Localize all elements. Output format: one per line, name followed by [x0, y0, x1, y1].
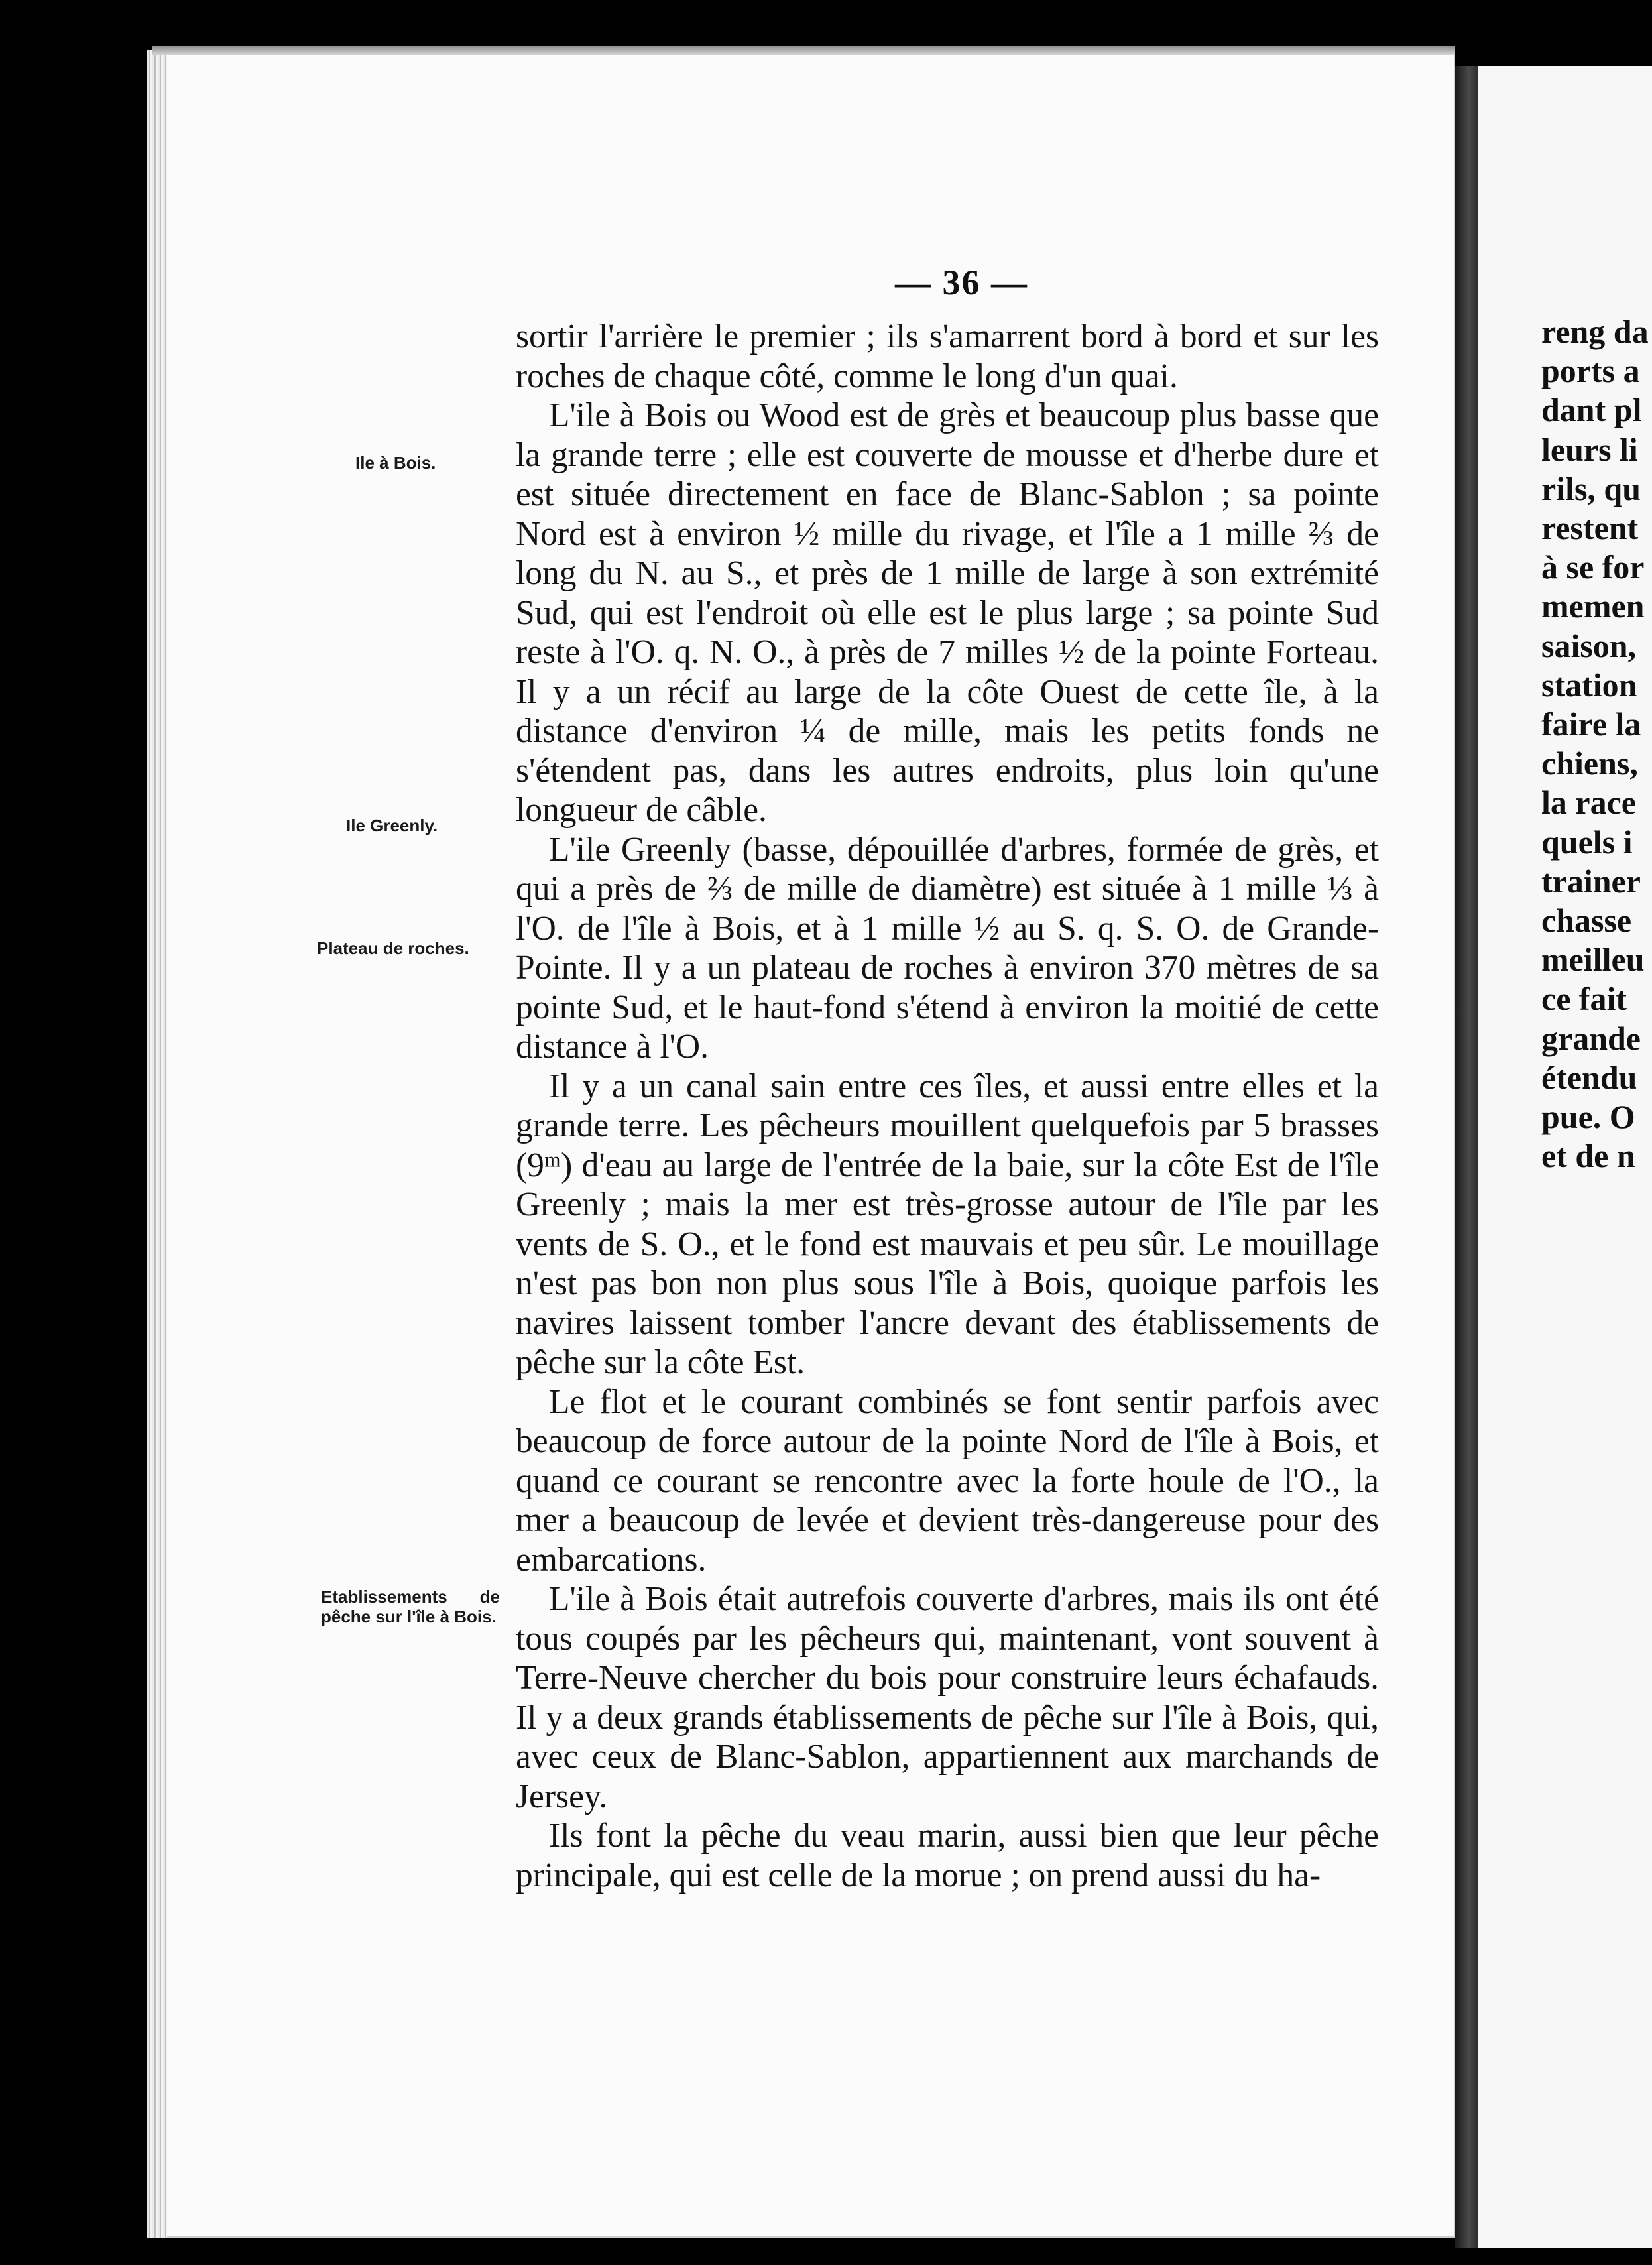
body-text: [516, 317, 1379, 1895]
paragraph: L'ile Greenly (basse, dépouillée d'arbres, formée de grès, et qui a près de ⅔ de mille de diamètre) est située à 1 mille ⅓ à l'O. de l'île à Bois, et à 1 mille ½ au S. q. S. O. de Grande-Pointe. Il y a un plateau de roches à environ 370 mètres de sa pointe Sud, et le haut-fond s'étend à environ la moitié de cette distance à l'O.: [516, 830, 1379, 1066]
marginal-note-ile-a-bois: Ile à Bois.: [355, 453, 436, 473]
paragraph: sortir l'arrière le premier ; ils s'amarrent bord à bord et sur les roches de chaque côté, comme le long d'un quai.: [516, 318, 1379, 395]
facing-page-line: quels i: [1541, 823, 1633, 861]
facing-page-line: rils, qu: [1541, 469, 1641, 507]
paragraph: L'ile à Bois était autrefois couverte d'arbres, mais ils ont été tous coupés par les pêcheurs qui, maintenant, vont souvent à Terre-Neuve chercher du bois pour construire leurs échafauds. Il y a deux grands établissements de pêche sur l'île à Bois, qui, avec ceux de Blanc-Sablon, appartiennent aux marchands de Jersey.: [516, 1580, 1379, 1815]
paragraph: L'ile à Bois ou Wood est de grès et beaucoup plus basse que la grande terre ; elle est couverte de mousse et d'herbe dure et est située directement en face de Blanc-Sablon ; sa pointe Nord est à environ ½ mille du rivage, et l'île a 1 mille ⅔ de long du N. au S., et près de 1 mille de large à son extrémité Sud, qui est l'endroit où elle est le plus large ; sa pointe Sud reste à l'O. q. N. O., à près de 7 milles ½ de la pointe Forteau. Il y a un récif au large de la côte Ouest de cette île, à la distance d'environ ¼ de mille, mais les petits fonds ne s'étendent pas, dans les autres endroits, plus loin qu'une longueur de câble.: [516, 397, 1379, 829]
paragraph: Il y a un canal sain entre ces îles, et aussi entre elles et la grande terre. Les pêcheurs mouillent quelquefois par 5 brasses (9ᵐ) d'eau au large de l'entrée de la baie, sur la côte Est de l'île Greenly ; mais la mer est très-grosse autour de l'île par les vents de S. O., et le fond est mauvais et peu sûr. Le mouillage n'est pas bon non plus sous l'île à Bois, quoique parfois les navires laissent tomber l'ancre devant des établissements de pêche sur la côte Est.: [516, 1067, 1379, 1381]
facing-page-line: meilleu: [1541, 941, 1645, 979]
marginal-note-etablissements: Etablissements de pêche sur l'île à Bois.: [321, 1587, 500, 1626]
paragraph: Ils font la pêche du veau marin, aussi bien que leur pêche principale, qui est celle de la morue ; on prend aussi du ha-: [516, 1817, 1379, 1894]
facing-page-line: à se for: [1541, 548, 1645, 586]
facing-page-line: étendu: [1541, 1058, 1637, 1096]
facing-page-line: grande: [1541, 1019, 1641, 1057]
facing-page-line: chiens,: [1541, 745, 1638, 782]
paragraph: Le flot et le courant combinés se font sentir parfois avec beaucoup de force autour de la pointe Nord de l'île à Bois, et quand ce courant se rencontre avec la forte houle de l'O., la mer a beaucoup de levée et devient très-dangereuse pour des embarcations.: [516, 1382, 1379, 1579]
facing-page-line: saison,: [1541, 627, 1637, 664]
facing-page-line: et de n: [1541, 1137, 1635, 1175]
marginal-note-ile-greenly: Ile Greenly.: [346, 816, 438, 835]
facing-page-line: faire la: [1541, 705, 1641, 743]
facing-page-line: ce fait: [1541, 980, 1627, 1018]
facing-page-line: reng da: [1541, 313, 1649, 350]
facing-page-line: chasse: [1541, 902, 1632, 939]
facing-page-line: trainer: [1541, 862, 1641, 900]
facing-page-line: memen: [1541, 587, 1645, 625]
facing-page-line: restent: [1541, 509, 1639, 546]
facing-page: [1478, 66, 1652, 2248]
facing-page-line: ports a: [1541, 352, 1640, 390]
page-number: — 36 —: [895, 263, 1028, 302]
facing-page-line: la race: [1541, 784, 1636, 822]
facing-page-line: pue. O: [1541, 1098, 1635, 1135]
facing-page-line: station: [1541, 666, 1637, 704]
facing-page-line: dant pl: [1541, 391, 1642, 429]
facing-page-line: leurs li: [1541, 430, 1638, 468]
marginal-note-plateau-de-roches: Plateau de roches.: [317, 938, 469, 958]
book-gutter: [1455, 66, 1478, 2248]
